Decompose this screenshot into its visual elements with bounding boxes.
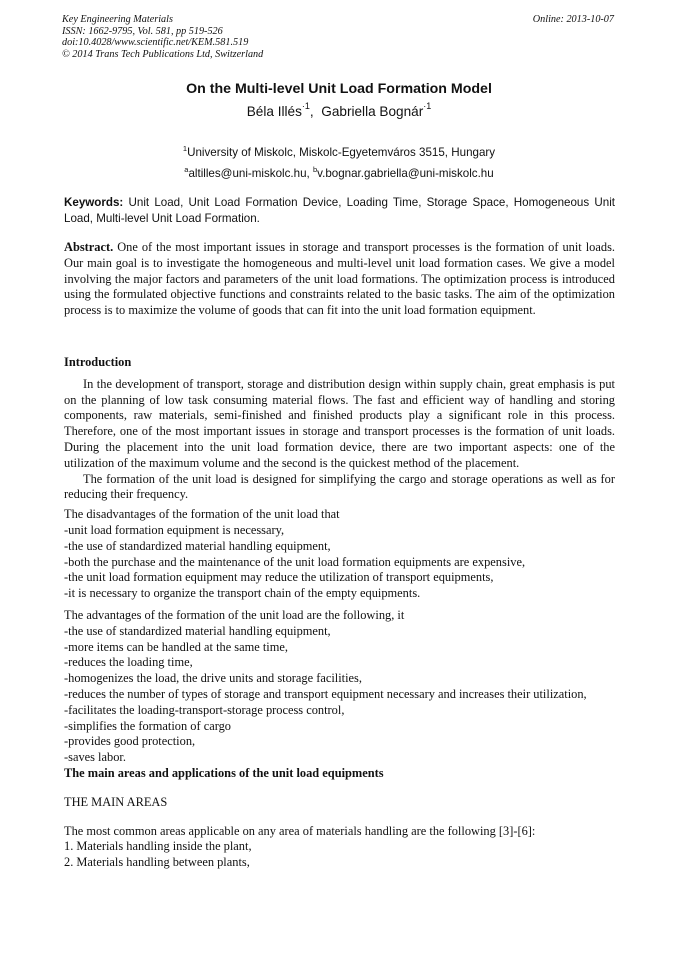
abstract-text: One of the most important issues in storage and transport processes is the formation of unit loads. Our main goal is to investigate the homogeneous and multi-level unit load formation cases. We give a model involving the major factors and parameters of the unit load formations. The optimization process is introduced using the formulated objective functions and constraints related to the basic tasks. The aim of the optimization process is to maximize the volume of goods that can fit into the unit load formation equipment. [64, 240, 615, 318]
list-item: -more items can be handled at the same time, [64, 639, 288, 654]
introduction-section [64, 355, 615, 871]
disadvantages-intro: The disadvantages of the formation of the unit load that [64, 507, 340, 522]
journal-header [62, 14, 263, 60]
abstract [64, 240, 615, 319]
affiliation-text: University of Miskolc, Miskolc-Egyetemváros 3515, Hungary [187, 146, 496, 159]
list-item: -simplifies the formation of cargo [64, 718, 232, 733]
email-b[interactable]: v.bognar.gabriella@uni-miskolc.hu [317, 167, 494, 180]
email-b-mark: b [312, 165, 318, 174]
author-1-affiliation-mark: ·1 [301, 101, 310, 111]
list-item: -it is necessary to organize the transport chain of the empty equipments. [64, 586, 421, 601]
list-item: 2. Materials handling between plants, [64, 855, 250, 870]
list-item: -facilitates the loading-transport-storage process control, [64, 702, 345, 717]
issn-line: ISSN: 1662-9795, Vol. 581, pp 519-526 [62, 25, 223, 37]
main-areas-heading: THE MAIN AREAS [64, 794, 168, 809]
affiliation-mark: 1 [182, 144, 188, 153]
list-item: -reduces the loading time, [64, 655, 193, 670]
abstract-label: Abstract. [64, 240, 114, 254]
advantages-intro: The advantages of the formation of the unit load are the following, it [64, 607, 405, 622]
list-item: -the use of standardized material handling equipment, [64, 538, 331, 553]
affiliation [0, 146, 678, 159]
introduction-paragraph-1: In the development of transport, storage and distribution design within supply chain, great emphasis is put on the planning of low task consuming material flows. The fast and efficient way of handling and storing components, raw materials, semi-finished and finished products play a significant role in this process. Therefore, one of the most important issues in storage and transport processes is the formation of unit loads. During the placement into the unit load formation device, there are two important aspects: one of the utilization of the maximum volume and the second is the quickest method of the placement. [64, 376, 615, 470]
author-separator: , [309, 104, 314, 119]
keywords [64, 195, 615, 227]
paper-title: On the Multi-level Unit Load Formation Model [186, 81, 492, 97]
doi-line: doi:10.4028/www.scientific.net/KEM.581.519 [62, 37, 249, 49]
copyright-line: © 2014 Trans Tech Publications Ltd, Switzerland [62, 48, 264, 60]
disadvantages-list [64, 523, 615, 602]
main-areas-intro: The most common areas applicable on any area of materials handling are the following [3]-[6]: [64, 823, 536, 838]
email-a-mark: a [184, 165, 189, 174]
keywords-label: Keywords: [64, 196, 124, 209]
list-item: -the unit load formation equipment may reduce the utilization of transport equipments, [64, 570, 494, 585]
author-2: Gabriella Bognár [321, 104, 424, 119]
author-2-affiliation-mark: ·1 [423, 101, 432, 111]
list-item: -both the purchase and the maintenance of the unit load formation equipments are expensive, [64, 554, 526, 569]
keywords-text: Unit Load, Unit Load Formation Device, Loading Time, Storage Space, Homogeneous Unit Load, Multi-level Unit Load Formation. [64, 196, 615, 225]
list-item: -homogenizes the load, the drive units and storage facilities, [64, 671, 362, 686]
author-1: Béla Illés [246, 104, 302, 119]
author-emails [0, 167, 678, 180]
main-areas-subheading: The main areas and applications of the unit load equipments [64, 765, 384, 780]
introduction-heading: Introduction [64, 355, 132, 369]
list-item: 1. Materials handling inside the plant, [64, 839, 252, 854]
list-item: -the use of standardized material handling equipment, [64, 623, 331, 638]
list-item: -saves labor. [64, 750, 126, 765]
introduction-paragraph-2: The formation of the unit load is designed for simplifying the cargo and storage operations as well as for reducing their frequency. [64, 471, 615, 502]
author-list [0, 101, 678, 119]
list-item: -reduces the number of types of storage and transport equipment necessary and increases their utilization, [64, 686, 587, 701]
email-a[interactable]: altilles@uni-miskolc.hu, [188, 167, 313, 180]
list-item: -unit load formation equipment is necessary, [64, 522, 285, 537]
online-date: Online: 2013-10-07 [532, 14, 614, 25]
journal-name: Key Engineering Materials [62, 14, 173, 25]
advantages-list [64, 624, 615, 766]
list-item: -provides good protection, [64, 734, 196, 749]
